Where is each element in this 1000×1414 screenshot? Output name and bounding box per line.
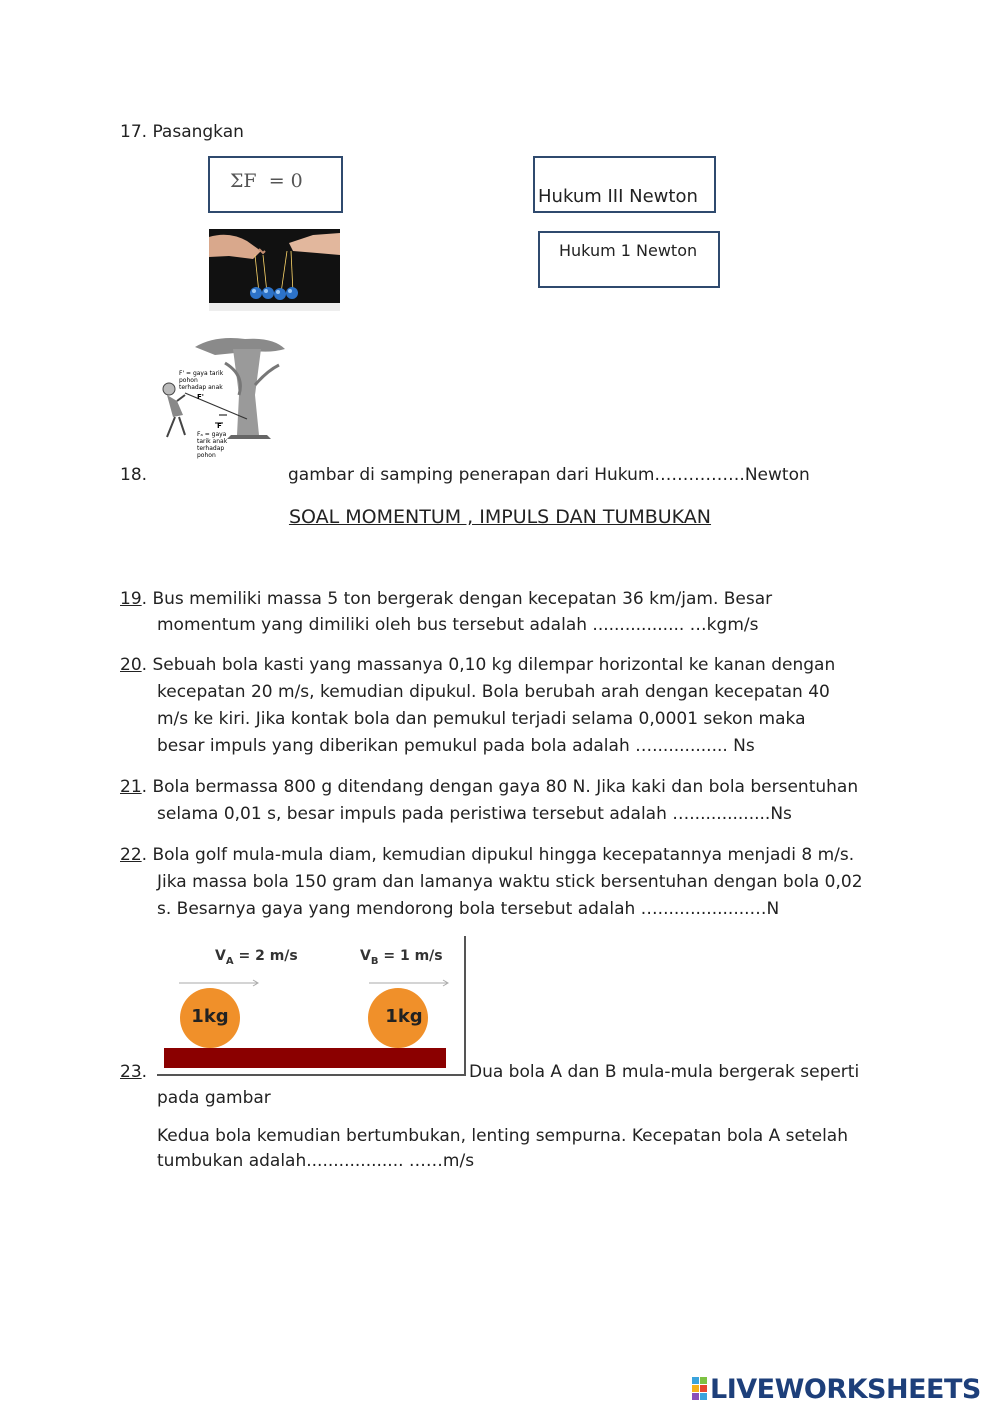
q20-line1: [120, 652, 835, 679]
va-label: $V_A = 2$ m/s: [215, 948, 298, 967]
match-box-hukum-1-label: Hukum 1 Newton: [559, 241, 698, 260]
q19-text-1: . Bus memiliki massa 5 ton bergerak dengan kecepatan 36 km/jam. Besar: [141, 589, 773, 609]
q23-line3: Kedua bola kemudian bertumbukan, lenting sempurna. Kecepatan bola A setelah: [157, 1126, 848, 1146]
q18-text: gambar di samping penerapan dari Hukum…………….Newton: [288, 465, 810, 485]
tree-pull-figure[interactable]: [155, 335, 290, 467]
collision-figure[interactable]: [157, 936, 468, 1078]
q20-line2: kecepatan 20 m/s, kemudian dipukul. Bola berubah arah dengan kecepatan 40: [157, 682, 830, 702]
q20-number: 20: [120, 655, 142, 675]
q19-line1: [120, 586, 772, 613]
q23-line2: pada gambar: [157, 1088, 271, 1108]
tree-label-f-prime: F' = gaya tarik pohon terhadap anak: [179, 370, 224, 391]
q22-line2: Jika massa bola 150 gram dan lamanya waktu stick bersentuhan dengan bola 0,02: [157, 872, 863, 892]
q21-line1: [120, 774, 858, 801]
section-title: SOAL MOMENTUM , IMPULS DAN TUMBUKAN: [288, 506, 712, 528]
q21-line2: selama 0,01 s, besar impuls pada peristiwa tersebut adalah …...............Ns: [157, 804, 792, 824]
liveworksheets-brand: LIVEWORKSHEETS: [710, 1374, 981, 1405]
q22-number: 22: [120, 845, 142, 865]
formula-box[interactable]: [208, 156, 343, 213]
q21-text-1: . Bola bermassa 800 g ditendang dengan gaya 80 N. Jika kaki dan bola bersentuhan: [141, 777, 859, 797]
q22-text-1: . Bola golf mula-mula diam, kemudian dipukul hingga kecepatannya menjadi 8 m/s.: [141, 845, 855, 865]
match-box-hukum-3[interactable]: [533, 156, 716, 213]
match-box-hukum-3-label: Hukum III Newton: [538, 186, 698, 207]
q20-line3: m/s ke kiri. Jika kontak bola dan pemukul terjadi selama 0,0001 sekon maka: [157, 709, 806, 729]
tree-label-f-top: F': [197, 393, 204, 401]
q18-number: 18.: [120, 465, 148, 485]
q17-label: 17. Pasangkan: [120, 122, 244, 142]
q21-number: 21: [120, 777, 142, 797]
q22-line1: [120, 842, 854, 869]
formula-text: ΣF = 0: [230, 170, 303, 192]
tree-label-fa: Fₐ = gaya tarik anak terhadap pohon: [197, 431, 228, 459]
q22-line3: s. Besarnya gaya yang mendorong bola tersebut adalah ….................…N: [157, 899, 780, 919]
q20-line4: besar impuls yang diberikan pemukul pada bola adalah ….............. Ns: [157, 736, 755, 756]
q23-number-wrap: [120, 1059, 147, 1086]
ball-b-mass: 1kg: [385, 1006, 423, 1027]
q20-text-1: . Sebuah bola kasti yang massanya 0,10 kg dilempar horizontal ke kanan dengan: [141, 655, 836, 675]
q23-number: 23: [120, 1062, 142, 1082]
q23-line1: Dua bola A dan B mula-mula bergerak seperti: [469, 1062, 860, 1082]
q19-line2: momentum yang dimiliki oleh bus tersebut adalah ................. …kgm/s: [157, 615, 759, 635]
newtons-cradle-image[interactable]: [209, 229, 340, 311]
match-box-hukum-1[interactable]: [538, 231, 720, 288]
q23-dot: .: [141, 1062, 148, 1082]
vb-label: $V_B = 1$ m/s: [360, 948, 443, 967]
ball-a-mass: 1kg: [191, 1006, 229, 1027]
tree-label-f: F: [217, 422, 222, 430]
q23-line4: tumbukan adalah.................. ……m/s: [157, 1151, 475, 1171]
q19-number: 19: [120, 589, 142, 609]
